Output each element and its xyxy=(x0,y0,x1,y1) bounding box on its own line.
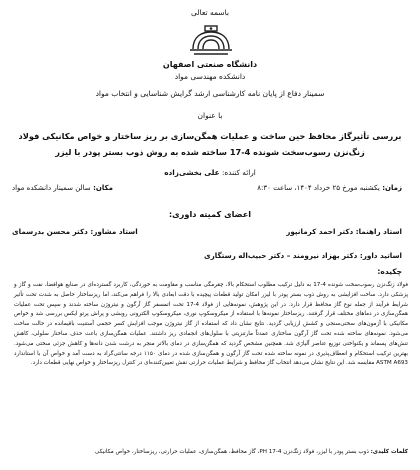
time-value: یکشنبه مورخ ۲۵ خرداد ۱۴۰۴، ساعت ۸:۳۰ xyxy=(257,184,380,192)
examiners-label: اساتید داور: xyxy=(359,251,402,260)
under-title-line: با عنوان xyxy=(197,111,223,120)
session-time xyxy=(257,184,402,192)
supervisor xyxy=(286,227,402,236)
examiner-separator: – xyxy=(286,251,291,260)
seminar-line: سمینار دفاع از پایان نامه کارشناسی ارشد گرایش شناسایی و انتخاب مواد xyxy=(95,89,325,98)
committee-examiners xyxy=(12,251,402,260)
keywords xyxy=(14,448,408,458)
advisor xyxy=(12,227,138,236)
faculty-name: دانشکده مهندسی مواد xyxy=(174,72,246,81)
examiner-2: دکتر حبیب‌اله رستگاری xyxy=(204,251,285,260)
supervisor-name: دکتر احمد کرمانپور xyxy=(286,227,354,236)
keywords-label: کلمات کلیدی: xyxy=(370,449,408,455)
presenter-name: علی بخشی‌زاده xyxy=(164,168,220,177)
session-info xyxy=(12,184,402,192)
abstract-body: فولاد زنگ‌نزن رسوب‌سخت شونده 4-17 به دلیل ترکیب مطلوب استحکام بالا، چقرمگی مناسب و مقاومت به خوردگی، کاربرد گسترده‌ای در صنایع هوافضا، نفت و گاز و پزشکی دارد. ساخت افزایشی به روش ذوب بستر پودر با لیزر امکان تولید قطعات پیچیده با دقت ابعادی بالا را فراهم می‌کند، اما ریزساختار حاصل به شدت تحت تأثیر شرایط فرآیند از جمله نوع گاز محافظ قرار دارد. در این پژوهش، نمونه‌هایی از فولاد 4-17 تحت اتمسفر گاز آرگون و نیتروژن ساخته شدند و سپس تحت عملیات همگن‌سازی در دماهای مختلف قرار گرفتند. ریزساختار نمونه‌ها با استفاده از میکروسکوپ نوری، میکروسکوپ الکترونی روبشی و پراش پرتو ایکس بررسی شد و خواص مکانیکی با آزمون‌های سختی‌سنجی و کشش ارزیابی گردید. نتایج نشان داد که استفاده از گاز نیتروژن موجب افزایش کسر حجمی آستنیت باقیمانده در حالت ساخت می‌شود. نمونه‌های ساخته شده تحت گاز آرگون ساختاری عمدتاً مارتنزیتی با سلول‌های انجمادی ریز داشتند. عملیات همگن‌سازی باعث حذف ساختار سلولی، کاهش تنش‌های پسماند و یکنواختی توزیع عناصر آلیاژی شد. همچنین مشخص گردید که همگن‌سازی در دمای بالاتر منجر به درشت شدن دانه‌ها و کاهش جزئی سختی می‌شود. بهترین ترکیب استحکام و انعطاف‌پذیری در نمونه ساخته شده تحت گاز آرگون و همگن‌سازی شده در دمای ۱۱۵۰ درجه سانتی‌گراد به دست آمد و خواص آن با استاندارد ASTM A693 مقایسه شد. این نتایج نشان می‌دهد انتخاب گاز محافظ و شرایط عملیات حرارتی نقش تعیین‌کننده‌ای در کنترل ریزساختار و خواص نهایی قطعات دارد. xyxy=(14,282,408,367)
advisor-name: دکتر محسن بدرسمای xyxy=(12,227,88,236)
presenter-label: ارائه کننده: xyxy=(221,168,256,177)
session-place xyxy=(12,184,113,192)
supervisor-label: استاد راهنما: xyxy=(355,227,402,236)
place-value: سالن سمینار دانشکده مواد xyxy=(12,184,91,192)
university-name: دانشگاه صنعتی اصفهان xyxy=(162,60,258,69)
keywords-text: ذوب بستر پودر با لیزر، فولاد زنگ‌نزن 4-17 PH، گاز محافظ، همگن‌سازی، عملیات حرارتی، ریزساختار، خواص مکانیکی xyxy=(94,449,369,455)
committee-heading: اعضای کمیته داوری: xyxy=(168,209,252,219)
basmala: باسمه تعالی xyxy=(191,8,229,17)
university-logo-icon xyxy=(186,22,236,58)
abstract-heading: چکیده: xyxy=(377,267,402,276)
thesis-title: بررسی تأثیرگاز محافظ حین ساخت و عملیات همگن‌سازی بر ریز ساختار و خواص مکانیکی فولاد زنگ‌نزن رسوب‌سخت شونده 4-17 ساخته شده به روش ذوب بستر پودر با لیزر xyxy=(18,131,402,157)
place-label: مکان: xyxy=(93,184,113,192)
examiners xyxy=(204,251,402,260)
time-label: زمان: xyxy=(382,184,402,192)
committee-supervisors xyxy=(12,227,402,236)
presenter xyxy=(0,168,420,177)
examiner-1: دکتر بهزاد نیرومند xyxy=(292,251,358,260)
advisor-label: استاد مشاور: xyxy=(90,227,138,236)
